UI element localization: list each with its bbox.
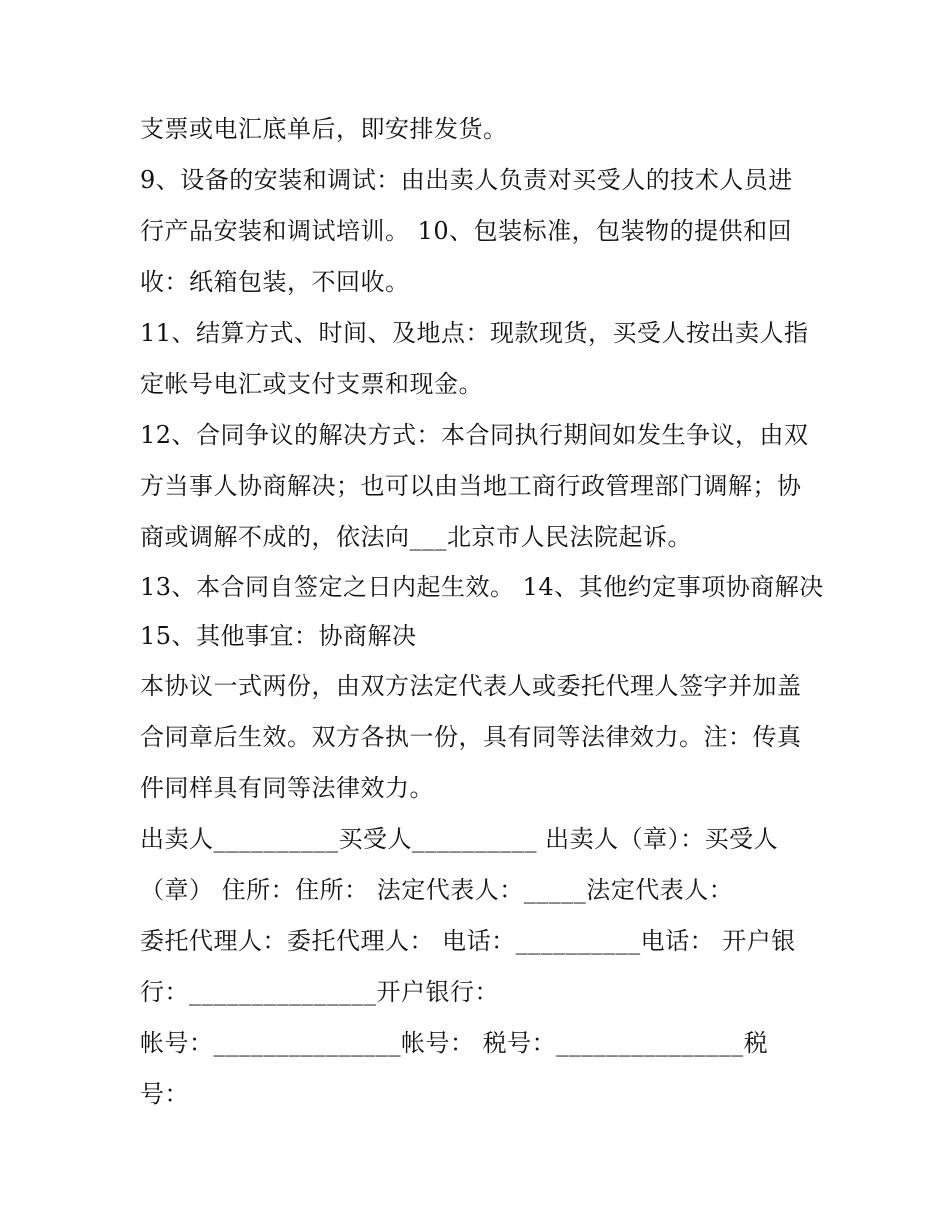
text-line: 本协议一式两份，由双方法定代表人或委托代理人签字并加盖 — [140, 672, 802, 700]
text-line: 出卖人__________买受人__________ 出卖人（章）：买受人 — [140, 825, 779, 853]
text-line: 合同章后生效。双方各执一份，具有同等法律效力。注：传真 — [140, 723, 802, 751]
text-line: 13、本合同自签定之日内起生效。 14、其他约定事项协商解决 — [140, 573, 824, 601]
text-line: 行产品安装和调试培训。 10、包装标准，包装物的提供和回 — [140, 217, 793, 245]
text-line: 件同样具有同等法律效力。 — [140, 774, 434, 802]
text-line: 12、合同争议的解决方式：本合同执行期间如发生争议，由双 — [140, 421, 809, 449]
text-line: 商或调解不成的，依法向___北京市人民法院起诉。 — [140, 523, 692, 551]
text-line: 号： — [140, 1080, 189, 1108]
text-line: 委托代理人：委托代理人： 电话：__________电话： 开户银 — [140, 927, 796, 955]
text-line: 支票或电汇底单后，即安排发货。 — [140, 115, 508, 143]
text-line: 收：纸箱包装，不回收。 — [140, 268, 410, 296]
text-line: 9、设备的安装和调试：由出卖人负责对买受人的技术人员进 — [140, 166, 793, 194]
text-line: 定帐号电汇或支付支票和现金。 — [140, 370, 483, 398]
text-line: （章） 住所：住所： 法定代表人：_____法定代表人： — [140, 876, 734, 904]
text-line: 15、其他事宜：协商解决 — [140, 622, 417, 650]
text-line: 11、结算方式、时间、及地点：现款现货，买受人按出卖人指 — [140, 319, 809, 347]
text-line: 方当事人协商解决；也可以由当地工商行政管理部门调解；协 — [140, 472, 802, 500]
text-line: 帐号：_______________帐号： 税号：_______________税 — [140, 1029, 769, 1057]
text-line: 行：_______________开户银行： — [140, 978, 499, 1006]
contract-page — [140, 104, 824, 1120]
